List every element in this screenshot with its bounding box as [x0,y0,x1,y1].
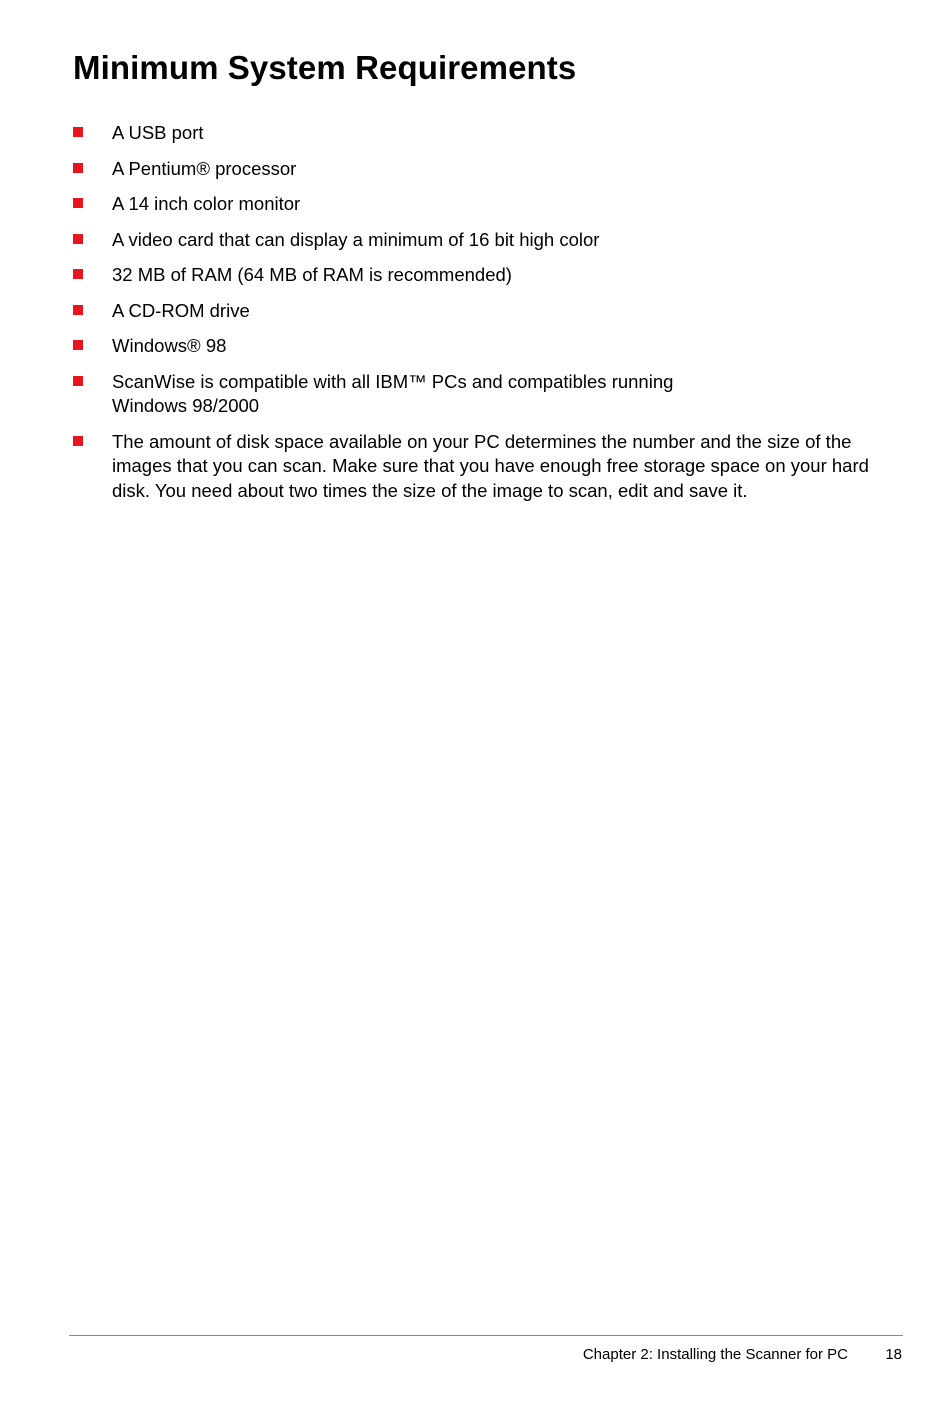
list-item-text: A 14 inch color monitor [112,193,301,214]
list-item [72,334,892,359]
list-item [72,299,892,324]
list-item [72,263,892,288]
requirements-list [72,121,892,514]
red-square-bullet-icon [73,269,83,279]
red-square-bullet-icon [73,127,83,137]
page-number: 18 [885,1346,902,1363]
footer-divider [69,1335,903,1336]
list-item-text: The amount of disk space available on your PC determines the number and the size of the images that you can scan. Make sure that you have enough free storage space on your hard disk. You need about two times the size of the image to scan, edit and save it. [112,430,869,501]
red-square-bullet-icon [73,198,83,208]
red-square-bullet-icon [73,340,83,350]
list-item-text: Windows® 98 [112,335,227,356]
list-item [72,192,892,217]
page-title: Minimum System Requirements [73,49,577,86]
list-item [72,370,892,419]
list-item [72,430,892,504]
list-item [72,157,892,182]
red-square-bullet-icon [73,234,83,244]
list-item-text: 32 MB of RAM (64 MB of RAM is recommended) [112,264,512,285]
footer-chapter-title: Chapter 2: Installing the Scanner for PC [582,1346,848,1363]
red-square-bullet-icon [73,163,83,173]
red-square-bullet-icon [73,436,83,446]
red-square-bullet-icon [73,305,83,315]
list-item [72,121,892,146]
list-item-text: A video card that can display a minimum of 16 bit high color [112,228,600,250]
list-item-text: A USB port [112,122,204,143]
list-item-text: A Pentium® processor [112,157,297,179]
red-square-bullet-icon [73,376,83,386]
list-item-text: ScanWise is compatible with all IBM™ PCs and compatibles running Windows 98/2000 [112,370,674,416]
list-item-text: A CD-ROM drive [112,299,250,321]
list-item [72,228,892,253]
